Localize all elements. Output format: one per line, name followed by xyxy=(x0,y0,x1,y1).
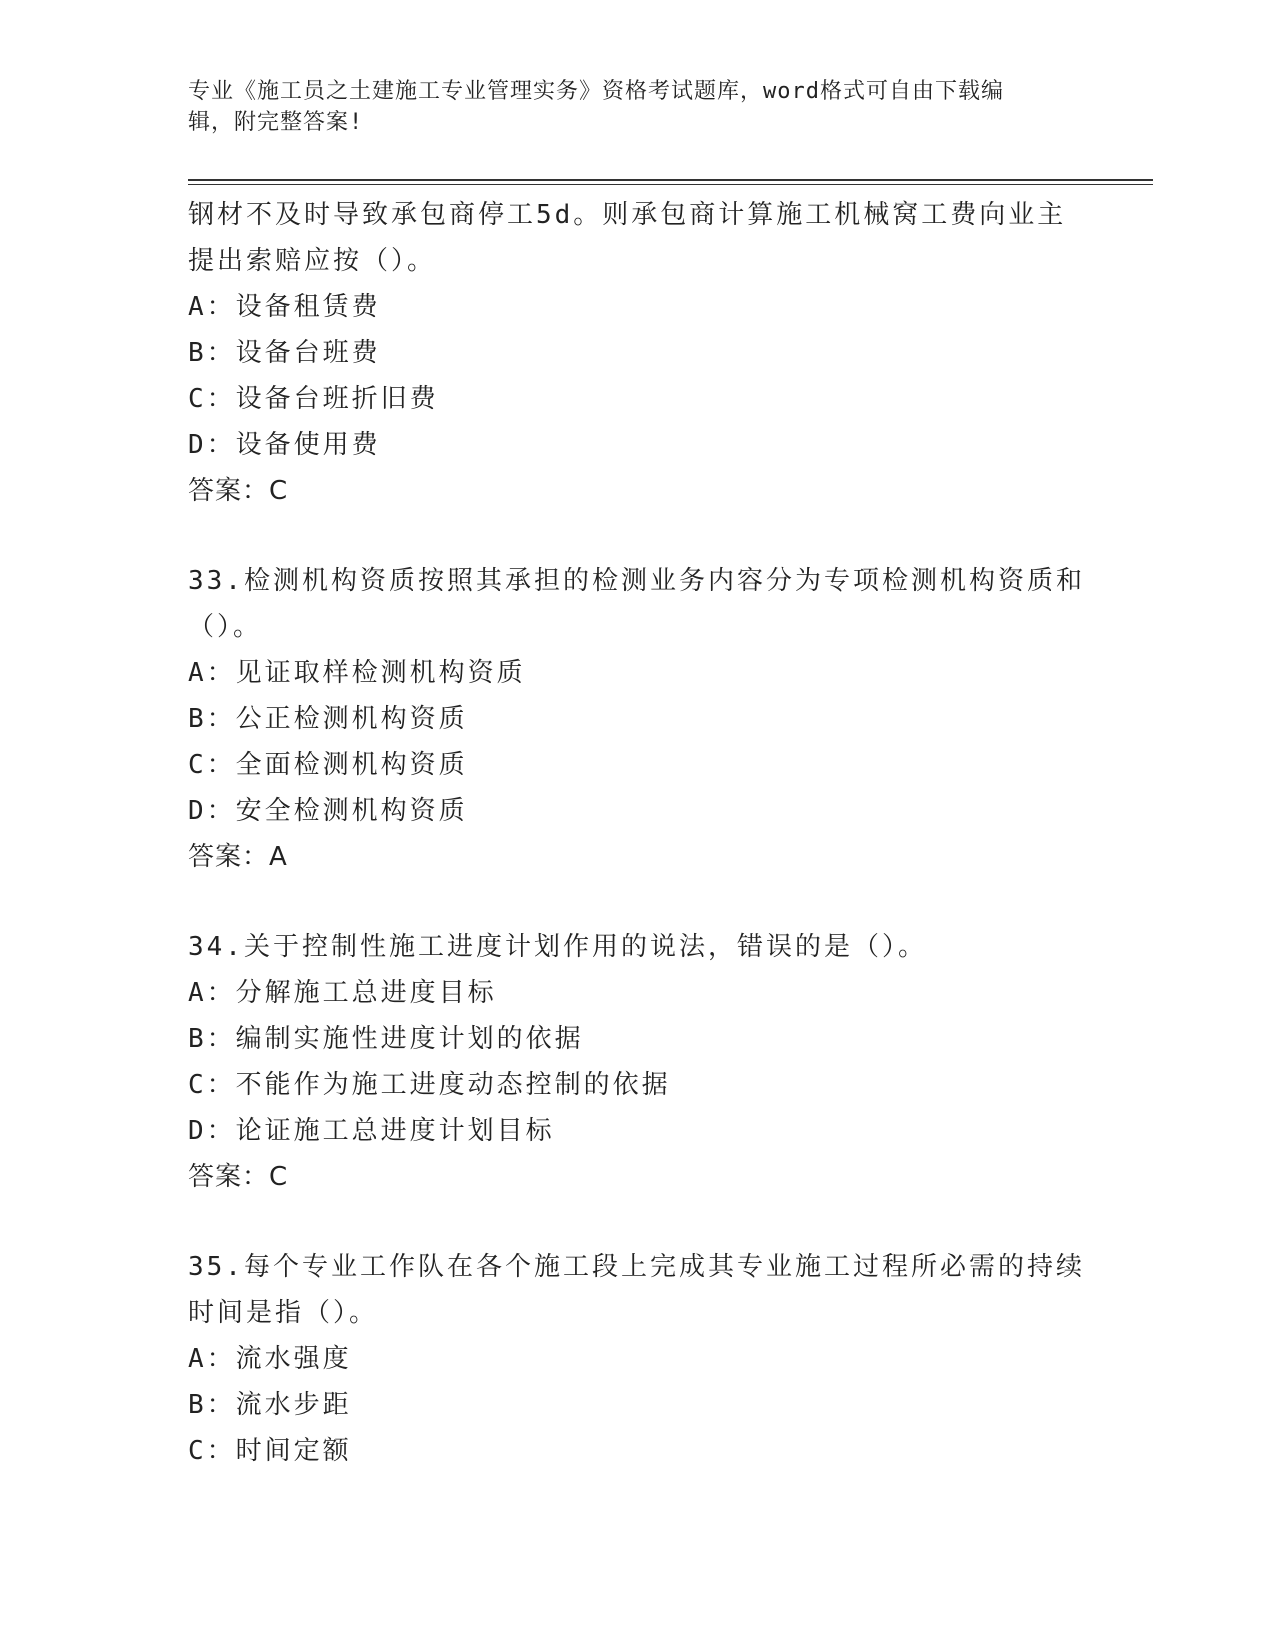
option-d: D：安全检测机构资质 xyxy=(188,796,468,826)
question-block-33 xyxy=(188,558,1088,880)
question-text-line: 提出索赔应按（）。 xyxy=(188,246,437,276)
question-text-line: 34.关于控制性施工进度计划作用的说法，错误的是（）。 xyxy=(188,932,927,962)
question-list xyxy=(188,192,1088,1474)
option-b: B：公正检测机构资质 xyxy=(188,704,468,734)
spacer xyxy=(188,880,1088,924)
option-c: C：时间定额 xyxy=(188,1436,352,1466)
document-header xyxy=(188,76,1068,138)
option-c: C：不能作为施工进度动态控制的依据 xyxy=(188,1070,671,1100)
option-a: A：流水强度 xyxy=(188,1344,352,1374)
option-c: C：设备台班折旧费 xyxy=(188,384,439,414)
question-block-35 xyxy=(188,1244,1088,1474)
option-d: D：论证施工总进度计划目标 xyxy=(188,1116,555,1146)
header-divider-thick xyxy=(188,179,1153,181)
question-block-34 xyxy=(188,924,1088,1200)
answer-label: 答案：A xyxy=(188,842,288,872)
answer-label: 答案：C xyxy=(188,1162,289,1192)
option-a: A：见证取样检测机构资质 xyxy=(188,658,526,688)
spacer xyxy=(188,514,1088,558)
header-divider-thin xyxy=(188,184,1153,185)
option-d: D：设备使用费 xyxy=(188,430,381,460)
question-block-continued xyxy=(188,192,1088,514)
answer-label: 答案：C xyxy=(188,476,289,506)
header-line-2: 辑，附完整答案! xyxy=(188,110,364,135)
option-b: B：设备台班费 xyxy=(188,338,381,368)
spacer xyxy=(188,1200,1088,1244)
option-b: B：流水步距 xyxy=(188,1390,352,1420)
question-text-line: 时间是指（）。 xyxy=(188,1298,379,1328)
header-line-1: 专业《施工员之土建施工专业管理实务》资格考试题库，word格式可自由下载编 xyxy=(188,79,1004,104)
option-a: A：设备租赁费 xyxy=(188,292,381,322)
option-a: A：分解施工总进度目标 xyxy=(188,978,497,1008)
question-text-line: 35.每个专业工作队在各个施工段上完成其专业施工过程所必需的持续 xyxy=(188,1252,1085,1282)
option-c: C：全面检测机构资质 xyxy=(188,750,468,780)
question-text-line: （）。 xyxy=(188,612,263,642)
option-b: B：编制实施性进度计划的依据 xyxy=(188,1024,584,1054)
question-text-line: 钢材不及时导致承包商停工5d。则承包商计算施工机械窝工费向业主 xyxy=(188,200,1067,230)
question-text-line: 33.检测机构资质按照其承担的检测业务内容分为专项检测机构资质和 xyxy=(188,566,1085,596)
